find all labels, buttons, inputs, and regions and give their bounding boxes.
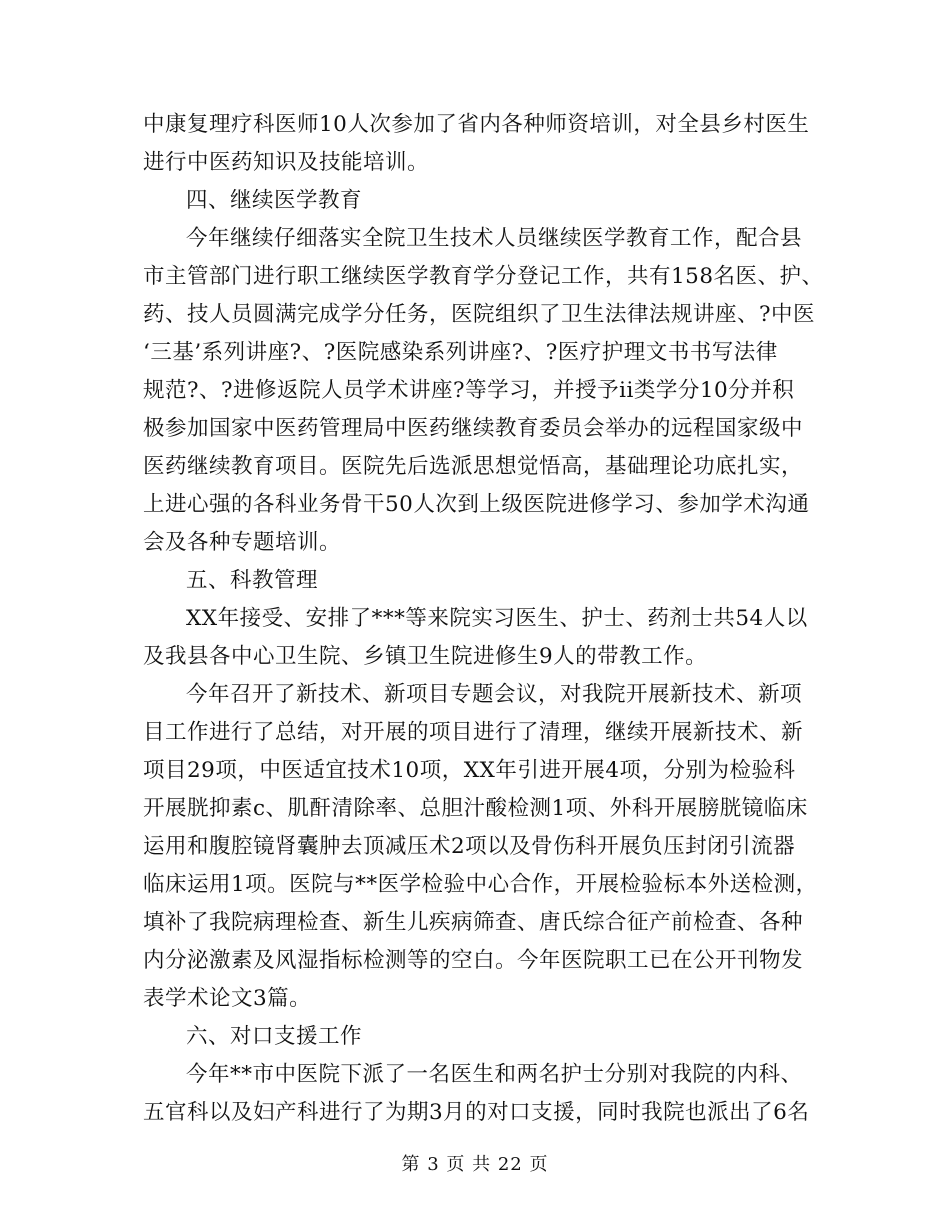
- text-line: 及我县各中心卫生院、乡镇卫生院进修生9人的带教工作。: [143, 644, 708, 669]
- text-line: 今年召开了新技术、新项目专题会议，对我院开展新技术、新项: [186, 682, 803, 707]
- text-line: 内分泌激素及风湿指标检测等的空白。今年医院职工已在公开刊物发: [143, 948, 804, 973]
- page-footer: 第 3 页 共 22 页: [401, 1154, 549, 1175]
- text-line: 目工作进行了总结，对开展的项目进行了清理，继续开展新技术、新: [143, 720, 804, 745]
- text-line: 上进心强的各科业务骨干50人次到上级医院进修学习、参加学术沟通: [143, 492, 810, 517]
- text-line: XX年接受、安排了***等来院实习医生、护士、药剂士共54人以: [186, 606, 808, 631]
- text-line: 会及各种专题培训。: [143, 530, 342, 555]
- text-line: 五官科以及妇产科进行了为期3月的对口支援，同时我院也派出了6名: [143, 1100, 810, 1125]
- text-line: 表学术论文3篇。: [143, 986, 312, 1011]
- text-line: 开展胱抑素c、肌酐清除率、总胆汁酸检测1项、外科开展膀胱镜临床: [143, 796, 808, 821]
- section-heading: 六、对口支援工作: [186, 1024, 363, 1049]
- text-line: 极参加国家中医药管理局中医药继续教育委员会举办的远程国家级中: [143, 416, 804, 441]
- text-line: ‘三基’系列讲座?、?医院感染系列讲座?、?医疗护理文书书写法律: [143, 340, 778, 365]
- text-line: 规范?、?进修返院人员学术讲座?等学习，并授予ii类学分10分并积: [143, 378, 795, 403]
- text-line: 项目29项，中医适宜技术10项，XX年引进开展4项，分别为检验科: [143, 758, 796, 783]
- text-line: 中康复理疗科医师10人次参加了省内各种师资培训，对全县乡村医生: [143, 112, 810, 137]
- text-line: 运用和腹腔镜肾囊肿去顶减压术2项以及骨伤科开展负压封闭引流器: [143, 834, 796, 859]
- text-line: 今年**市中医院下派了一名医生和两名护士分别对我院的内科、: [186, 1062, 803, 1087]
- text-line: 进行中医药知识及技能培训。: [143, 150, 430, 175]
- text-line: 临床运用1项。医院与**医学检验中心合作，开展检验标本外送检测，: [143, 872, 818, 897]
- section-heading: 五、科教管理: [186, 568, 319, 593]
- text-line: 药、技人员圆满完成学分任务，医院组织了卫生法律法规讲座、?中医: [143, 302, 816, 327]
- text-line: 市主管部门进行职工继续医学教育学分登记工作，共有158名医、护、: [143, 264, 824, 289]
- text-line: 医药继续教育项目。医院先后选派思想觉悟高，基础理论功底扎实，: [143, 454, 804, 479]
- text-line: 今年继续仔细落实全院卫生技术人员继续医学教育工作，配合县: [186, 226, 803, 251]
- section-heading: 四、继续医学教育: [186, 188, 363, 213]
- text-line: 填补了我院病理检查、新生儿疾病筛查、唐氏综合征产前检查、各种: [143, 910, 804, 935]
